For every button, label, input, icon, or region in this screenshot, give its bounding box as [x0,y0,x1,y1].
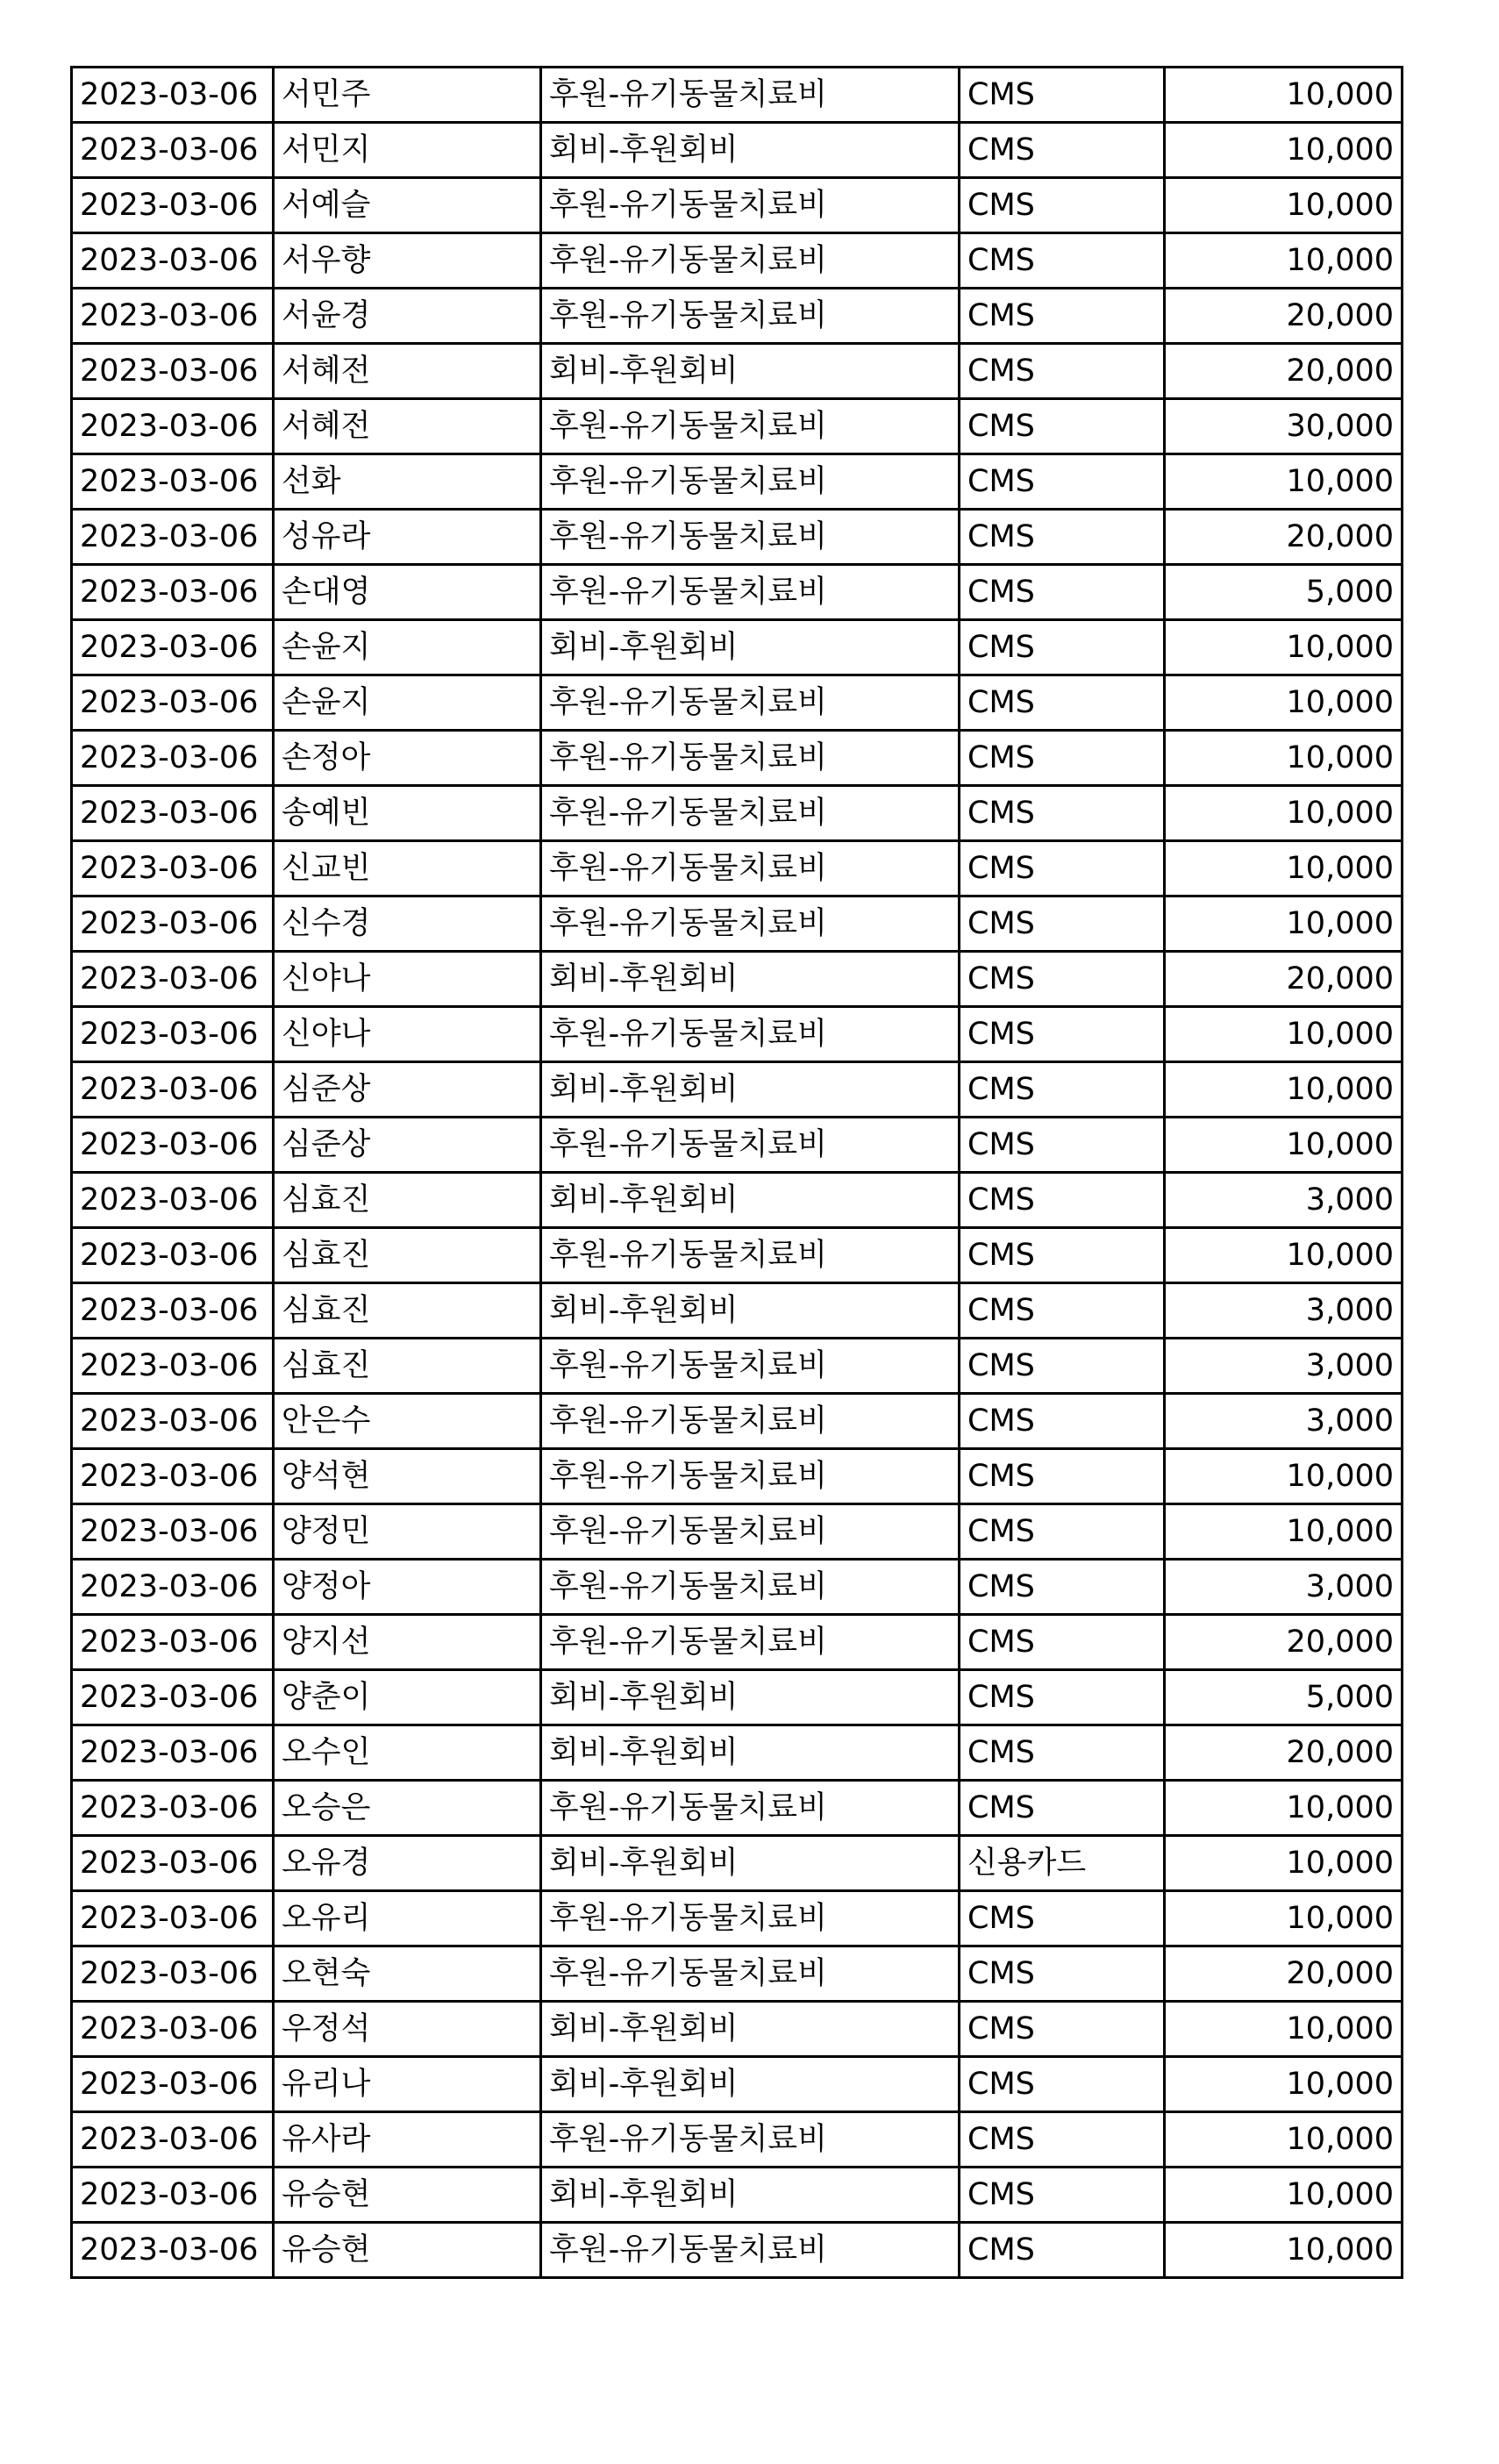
donor-name-cell: 심효진 [274,1339,541,1394]
amount-cell: 20,000 [1165,1615,1403,1670]
table-row [72,1173,1403,1228]
category-cell: 후원-유기동물치료비 [541,1007,960,1062]
table-row [72,620,1403,675]
date-cell: 2023-03-06 [72,731,274,786]
donor-name-cell: 오유리 [274,1891,541,1946]
category-cell: 후원-유기동물치료비 [541,289,960,344]
amount-cell: 10,000 [1165,620,1403,675]
date-cell: 2023-03-06 [72,1449,274,1504]
payment-method-cell: CMS [960,565,1165,620]
category-cell: 회비-후원회비 [541,2002,960,2057]
amount-cell: 3,000 [1165,1173,1403,1228]
category-cell: 회비-후원회비 [541,1173,960,1228]
table-row [72,1781,1403,1836]
donor-name-cell: 양석현 [274,1449,541,1504]
date-cell: 2023-03-06 [72,841,274,896]
table-row [72,123,1403,178]
donor-name-cell: 유리나 [274,2057,541,2112]
date-cell: 2023-03-06 [72,1118,274,1173]
table-row [72,1560,1403,1615]
donor-name-cell: 심준상 [274,1062,541,1118]
table-row [72,2057,1403,2112]
payment-method-cell: CMS [960,1449,1165,1504]
payment-method-cell: CMS [960,2223,1165,2278]
category-cell: 후원-유기동물치료비 [541,896,960,952]
amount-cell: 3,000 [1165,1560,1403,1615]
date-cell: 2023-03-06 [72,1228,274,1283]
date-cell: 2023-03-06 [72,454,274,510]
table-row [72,952,1403,1007]
table-row [72,896,1403,952]
donor-name-cell: 신야나 [274,952,541,1007]
payment-method-cell: CMS [960,1339,1165,1394]
date-cell: 2023-03-06 [72,1836,274,1891]
donor-name-cell: 유승현 [274,2168,541,2223]
donation-ledger-table [70,66,1403,2279]
payment-method-cell: CMS [960,1283,1165,1339]
donor-name-cell: 서우향 [274,233,541,289]
category-cell: 회비-후원회비 [541,123,960,178]
table-row [72,841,1403,896]
date-cell: 2023-03-06 [72,2002,274,2057]
table-row [72,731,1403,786]
table-row [72,1449,1403,1504]
date-cell: 2023-03-06 [72,620,274,675]
donor-name-cell: 손윤지 [274,620,541,675]
table-row [72,1118,1403,1173]
donor-name-cell: 신야나 [274,1007,541,1062]
date-cell: 2023-03-06 [72,1062,274,1118]
table-row [72,1891,1403,1946]
table-row [72,289,1403,344]
amount-cell: 10,000 [1165,675,1403,731]
table-row [72,1504,1403,1560]
table-row [72,675,1403,731]
payment-method-cell: CMS [960,675,1165,731]
donor-name-cell: 양정아 [274,1560,541,1615]
table-row [72,344,1403,399]
category-cell: 후원-유기동물치료비 [541,1504,960,1560]
payment-method-cell: CMS [960,454,1165,510]
amount-cell: 3,000 [1165,1339,1403,1394]
date-cell: 2023-03-06 [72,68,274,123]
category-cell: 후원-유기동물치료비 [541,2223,960,2278]
category-cell: 후원-유기동물치료비 [541,1946,960,2002]
amount-cell: 10,000 [1165,123,1403,178]
donor-name-cell: 양정민 [274,1504,541,1560]
table-row [72,1007,1403,1062]
category-cell: 후원-유기동물치료비 [541,1615,960,1670]
category-cell: 후원-유기동물치료비 [541,1560,960,1615]
table-row [72,2112,1403,2168]
payment-method-cell: CMS [960,896,1165,952]
payment-method-cell: CMS [960,1946,1165,2002]
date-cell: 2023-03-06 [72,1007,274,1062]
date-cell: 2023-03-06 [72,399,274,454]
payment-method-cell: CMS [960,1560,1165,1615]
donor-name-cell: 오승은 [274,1781,541,1836]
donor-name-cell: 손윤지 [274,675,541,731]
date-cell: 2023-03-06 [72,510,274,565]
amount-cell: 10,000 [1165,1781,1403,1836]
date-cell: 2023-03-06 [72,289,274,344]
table-row [72,1394,1403,1449]
date-cell: 2023-03-06 [72,1891,274,1946]
payment-method-cell: CMS [960,1228,1165,1283]
payment-method-cell: CMS [960,2168,1165,2223]
payment-method-cell: CMS [960,1725,1165,1781]
date-cell: 2023-03-06 [72,1560,274,1615]
amount-cell: 10,000 [1165,2112,1403,2168]
donor-name-cell: 양춘이 [274,1670,541,1725]
date-cell: 2023-03-06 [72,1283,274,1339]
payment-method-cell: CMS [960,178,1165,233]
donor-name-cell: 서윤경 [274,289,541,344]
date-cell: 2023-03-06 [72,1394,274,1449]
category-cell: 후원-유기동물치료비 [541,1891,960,1946]
amount-cell: 20,000 [1165,344,1403,399]
amount-cell: 10,000 [1165,233,1403,289]
category-cell: 후원-유기동물치료비 [541,1339,960,1394]
category-cell: 후원-유기동물치료비 [541,178,960,233]
payment-method-cell: CMS [960,68,1165,123]
category-cell: 후원-유기동물치료비 [541,841,960,896]
table-row [72,1062,1403,1118]
date-cell: 2023-03-06 [72,178,274,233]
amount-cell: 10,000 [1165,1118,1403,1173]
donor-name-cell: 우정석 [274,2002,541,2057]
payment-method-cell: CMS [960,1504,1165,1560]
payment-method-cell: CMS [960,344,1165,399]
ledger-body [72,68,1403,2278]
amount-cell: 10,000 [1165,896,1403,952]
payment-method-cell: CMS [960,233,1165,289]
category-cell: 후원-유기동물치료비 [541,454,960,510]
amount-cell: 3,000 [1165,1394,1403,1449]
payment-method-cell: CMS [960,289,1165,344]
category-cell: 후원-유기동물치료비 [541,786,960,841]
payment-method-cell: CMS [960,399,1165,454]
table-row [72,233,1403,289]
payment-method-cell: CMS [960,952,1165,1007]
amount-cell: 20,000 [1165,1946,1403,2002]
donor-name-cell: 심효진 [274,1228,541,1283]
donor-name-cell: 오유경 [274,1836,541,1891]
date-cell: 2023-03-06 [72,1339,274,1394]
category-cell: 회비-후원회비 [541,2057,960,2112]
date-cell: 2023-03-06 [72,123,274,178]
table-row [72,510,1403,565]
amount-cell: 10,000 [1165,1891,1403,1946]
donor-name-cell: 양지선 [274,1615,541,1670]
payment-method-cell: CMS [960,2112,1165,2168]
date-cell: 2023-03-06 [72,1504,274,1560]
donor-name-cell: 손정아 [274,731,541,786]
date-cell: 2023-03-06 [72,2223,274,2278]
amount-cell: 5,000 [1165,565,1403,620]
category-cell: 회비-후원회비 [541,952,960,1007]
category-cell: 후원-유기동물치료비 [541,565,960,620]
date-cell: 2023-03-06 [72,786,274,841]
amount-cell: 10,000 [1165,2168,1403,2223]
table-row [72,786,1403,841]
donor-name-cell: 서민주 [274,68,541,123]
table-row [72,1670,1403,1725]
amount-cell: 20,000 [1165,510,1403,565]
payment-method-cell: CMS [960,510,1165,565]
payment-method-cell: CMS [960,1615,1165,1670]
amount-cell: 20,000 [1165,289,1403,344]
table-row [72,399,1403,454]
donor-name-cell: 심준상 [274,1118,541,1173]
payment-method-cell: CMS [960,1173,1165,1228]
payment-method-cell: CMS [960,1891,1165,1946]
category-cell: 후원-유기동물치료비 [541,68,960,123]
category-cell: 회비-후원회비 [541,1836,960,1891]
category-cell: 후원-유기동물치료비 [541,731,960,786]
table-row [72,454,1403,510]
donor-name-cell: 심효진 [274,1283,541,1339]
table-row [72,1946,1403,2002]
date-cell: 2023-03-06 [72,2112,274,2168]
table-row [72,68,1403,123]
donor-name-cell: 유승현 [274,2223,541,2278]
table-row [72,2168,1403,2223]
donor-name-cell: 오현숙 [274,1946,541,2002]
table-row [72,1283,1403,1339]
payment-method-cell: CMS [960,786,1165,841]
payment-method-cell: CMS [960,1007,1165,1062]
donor-name-cell: 서민지 [274,123,541,178]
date-cell: 2023-03-06 [72,2057,274,2112]
payment-method-cell: CMS [960,123,1165,178]
donor-name-cell: 심효진 [274,1173,541,1228]
date-cell: 2023-03-06 [72,675,274,731]
amount-cell: 10,000 [1165,2002,1403,2057]
category-cell: 회비-후원회비 [541,2168,960,2223]
payment-method-cell: CMS [960,1394,1165,1449]
payment-method-cell: CMS [960,1118,1165,1173]
donor-name-cell: 신수경 [274,896,541,952]
table-row [72,1615,1403,1670]
category-cell: 후원-유기동물치료비 [541,1394,960,1449]
date-cell: 2023-03-06 [72,896,274,952]
amount-cell: 10,000 [1165,1228,1403,1283]
amount-cell: 10,000 [1165,68,1403,123]
date-cell: 2023-03-06 [72,952,274,1007]
table-row [72,2002,1403,2057]
amount-cell: 10,000 [1165,731,1403,786]
payment-method-cell: 신용카드 [960,1836,1165,1891]
table-row [72,2223,1403,2278]
date-cell: 2023-03-06 [72,1670,274,1725]
donor-name-cell: 서예슬 [274,178,541,233]
date-cell: 2023-03-06 [72,565,274,620]
category-cell: 회비-후원회비 [541,1062,960,1118]
payment-method-cell: CMS [960,620,1165,675]
category-cell: 후원-유기동물치료비 [541,233,960,289]
date-cell: 2023-03-06 [72,233,274,289]
category-cell: 회비-후원회비 [541,620,960,675]
amount-cell: 10,000 [1165,454,1403,510]
donor-name-cell: 안은수 [274,1394,541,1449]
amount-cell: 30,000 [1165,399,1403,454]
date-cell: 2023-03-06 [72,344,274,399]
amount-cell: 10,000 [1165,1449,1403,1504]
donor-name-cell: 송예빈 [274,786,541,841]
category-cell: 회비-후원회비 [541,344,960,399]
amount-cell: 10,000 [1165,2223,1403,2278]
payment-method-cell: CMS [960,731,1165,786]
category-cell: 후원-유기동물치료비 [541,1228,960,1283]
payment-method-cell: CMS [960,841,1165,896]
date-cell: 2023-03-06 [72,2168,274,2223]
table-row [72,1228,1403,1283]
category-cell: 회비-후원회비 [541,1725,960,1781]
amount-cell: 10,000 [1165,2057,1403,2112]
date-cell: 2023-03-06 [72,1615,274,1670]
category-cell: 후원-유기동물치료비 [541,399,960,454]
donor-name-cell: 서혜전 [274,399,541,454]
category-cell: 후원-유기동물치료비 [541,2112,960,2168]
donor-name-cell: 신교빈 [274,841,541,896]
table-row [72,1339,1403,1394]
payment-method-cell: CMS [960,1670,1165,1725]
date-cell: 2023-03-06 [72,1173,274,1228]
payment-method-cell: CMS [960,2002,1165,2057]
category-cell: 후원-유기동물치료비 [541,1118,960,1173]
date-cell: 2023-03-06 [72,1781,274,1836]
category-cell: 후원-유기동물치료비 [541,1449,960,1504]
amount-cell: 10,000 [1165,1836,1403,1891]
amount-cell: 10,000 [1165,178,1403,233]
payment-method-cell: CMS [960,1062,1165,1118]
table-row [72,1725,1403,1781]
date-cell: 2023-03-06 [72,1946,274,2002]
amount-cell: 3,000 [1165,1283,1403,1339]
category-cell: 후원-유기동물치료비 [541,1781,960,1836]
table-row [72,1836,1403,1891]
category-cell: 회비-후원회비 [541,1670,960,1725]
table-row [72,178,1403,233]
amount-cell: 10,000 [1165,1062,1403,1118]
date-cell: 2023-03-06 [72,1725,274,1781]
amount-cell: 10,000 [1165,1504,1403,1560]
category-cell: 회비-후원회비 [541,1283,960,1339]
category-cell: 후원-유기동물치료비 [541,675,960,731]
payment-method-cell: CMS [960,1781,1165,1836]
category-cell: 후원-유기동물치료비 [541,510,960,565]
table-row [72,565,1403,620]
donor-name-cell: 손대영 [274,565,541,620]
amount-cell: 10,000 [1165,841,1403,896]
donor-name-cell: 오수인 [274,1725,541,1781]
donor-name-cell: 성유라 [274,510,541,565]
donor-name-cell: 선화 [274,454,541,510]
payment-method-cell: CMS [960,2057,1165,2112]
donor-name-cell: 유사라 [274,2112,541,2168]
donor-name-cell: 서혜전 [274,344,541,399]
amount-cell: 10,000 [1165,786,1403,841]
amount-cell: 5,000 [1165,1670,1403,1725]
amount-cell: 20,000 [1165,1725,1403,1781]
amount-cell: 10,000 [1165,1007,1403,1062]
amount-cell: 20,000 [1165,952,1403,1007]
